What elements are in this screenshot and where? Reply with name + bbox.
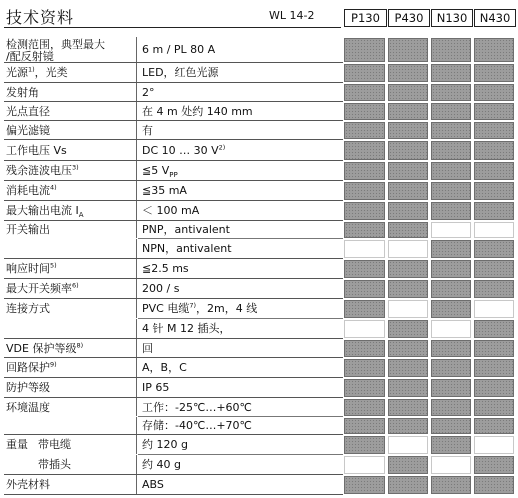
- spec-label-tail: ，光类: [34, 66, 68, 79]
- row-divider: [4, 220, 343, 221]
- variant-available-cell: [474, 379, 514, 397]
- variant-available-cell: [474, 418, 514, 434]
- variant-available-cell: [344, 84, 385, 101]
- spec-value: [142, 342, 153, 355]
- variant-available-cell: [388, 141, 428, 160]
- variant-available-cell: [474, 202, 514, 220]
- variant-available-cell: [474, 182, 514, 200]
- variant-available-cell: [344, 300, 385, 318]
- column-divider: [136, 398, 137, 416]
- variant-available-cell: [431, 64, 471, 82]
- spec-value-text: 在 4 m 处约 140 mm: [142, 105, 253, 118]
- spec-label-text: 最大输出电流 I: [6, 204, 79, 217]
- variant-available-cell: [344, 359, 385, 377]
- spec-label-text: 光源: [6, 66, 28, 79]
- variant-available-cell: [388, 103, 428, 120]
- column-divider: [136, 221, 137, 238]
- column-divider: [136, 102, 137, 120]
- footnote-marker: 5): [50, 261, 57, 270]
- variant-available-cell: [431, 280, 471, 298]
- spec-label-text: 外壳材料: [6, 478, 50, 491]
- spec-value: [142, 302, 257, 315]
- row-divider: [4, 494, 343, 495]
- row-divider: [4, 474, 343, 475]
- variant-available-cell: [344, 280, 385, 298]
- section-title: 技术资料: [6, 8, 75, 27]
- spec-label: [6, 342, 83, 355]
- spec-label: [6, 66, 68, 79]
- variant-available-cell: [344, 436, 385, 454]
- spec-label-text: 残余涟波电压: [6, 164, 72, 177]
- spec-value-text: 2°: [142, 86, 155, 99]
- row-divider: [4, 180, 343, 181]
- variant-available-cell: [431, 359, 471, 377]
- spec-value-text: ≦2.5 ms: [142, 262, 189, 275]
- variant-available-cell: [344, 182, 385, 200]
- row-divider: [4, 62, 343, 63]
- variant-unavailable-cell: [344, 240, 385, 258]
- column-divider: [136, 259, 137, 278]
- spec-label: [6, 438, 71, 451]
- variant-available-cell: [431, 418, 471, 434]
- footnote-marker: 3): [72, 163, 79, 172]
- spec-label: [6, 401, 50, 414]
- spec-value-text: ≦5 V: [142, 164, 170, 177]
- variant-available-cell: [344, 103, 385, 120]
- spec-value: [142, 164, 178, 180]
- column-divider: [136, 358, 137, 377]
- variant-available-cell: [431, 300, 471, 318]
- spec-label: [6, 144, 67, 157]
- row-divider: [4, 298, 343, 299]
- spec-value: [142, 419, 252, 432]
- spec-value: [142, 381, 169, 394]
- variant-available-cell: [388, 84, 428, 101]
- spec-label-text: 开关输出: [6, 223, 50, 236]
- variant-available-cell: [474, 84, 514, 101]
- footnote-marker: 9): [50, 360, 57, 369]
- variant-available-cell: [474, 162, 514, 180]
- variant-available-cell: [474, 456, 514, 474]
- spec-label-text: 消耗电流: [6, 184, 50, 197]
- row-divider: [4, 434, 343, 435]
- spec-value-text: 约 120 g: [142, 438, 188, 451]
- variant-available-cell: [344, 38, 385, 62]
- variant-available-cell: [431, 38, 471, 62]
- spec-value-text: PVC 电缆: [142, 302, 190, 315]
- spec-value: [142, 322, 230, 335]
- spec-value-text: NPN，antivalent: [142, 242, 232, 255]
- spec-label: [6, 282, 79, 295]
- spec-label: [6, 361, 57, 374]
- spec-value-subscript: PP: [169, 171, 178, 180]
- variant-available-cell: [431, 260, 471, 278]
- column-header-n130: N130: [431, 9, 473, 27]
- spec-label-text: 重量: [6, 438, 28, 451]
- footnote-marker: 4): [50, 183, 57, 192]
- variant-available-cell: [388, 260, 428, 278]
- spec-value-text: ABS: [142, 478, 164, 491]
- variant-available-cell: [431, 399, 471, 416]
- spec-label: [6, 86, 39, 99]
- variant-unavailable-cell: [474, 222, 514, 238]
- variant-available-cell: [344, 340, 385, 357]
- spec-label-text: 发射角: [6, 86, 39, 99]
- variant-available-cell: [344, 162, 385, 180]
- footnote-marker: 6): [72, 281, 79, 290]
- spec-label: [6, 381, 50, 394]
- variant-available-cell: [388, 222, 428, 238]
- spec-label-text: 环境温度: [6, 401, 50, 414]
- variant-available-cell: [388, 122, 428, 139]
- variant-available-cell: [388, 162, 428, 180]
- variant-available-cell: [431, 103, 471, 120]
- variant-available-cell: [431, 379, 471, 397]
- spec-value-text: 4 针 M 12 插头，: [142, 322, 231, 335]
- variant-available-cell: [388, 476, 428, 494]
- row-divider: [4, 377, 343, 378]
- variant-available-cell: [474, 320, 514, 338]
- variant-available-cell: [431, 141, 471, 160]
- variant-available-cell: [474, 399, 514, 416]
- spec-value-text: 有: [142, 124, 153, 137]
- footnote-marker: 8): [76, 341, 84, 350]
- variant-available-cell: [388, 456, 428, 474]
- spec-label-text: VDE 保护等级: [6, 342, 77, 355]
- spec-sublabel: 带插头: [38, 458, 71, 471]
- variant-available-cell: [344, 122, 385, 139]
- variant-available-cell: [344, 141, 385, 160]
- column-divider: [136, 140, 137, 160]
- variant-available-cell: [344, 418, 385, 434]
- variant-available-cell: [344, 64, 385, 82]
- spec-sublabel: 带电缆: [38, 438, 71, 451]
- spec-value-text: 回: [142, 342, 153, 355]
- spec-label-text: 最大开关频率: [6, 282, 72, 295]
- spec-value-text: 约 40 g: [142, 458, 181, 471]
- spec-value: [142, 262, 189, 275]
- spec-label-text: 防护等级: [6, 381, 50, 394]
- variant-available-cell: [431, 122, 471, 139]
- spec-value-tail: ，2m，4 线: [196, 302, 258, 315]
- variant-available-cell: [344, 260, 385, 278]
- variant-unavailable-cell: [388, 240, 428, 258]
- column-divider: [136, 121, 137, 139]
- spec-value-text: ≦35 mA: [142, 184, 187, 197]
- spec-value: [142, 204, 199, 217]
- variant-available-cell: [474, 103, 514, 120]
- spec-value: [142, 66, 219, 79]
- spec-value-text: 6 m / PL 80 A: [142, 43, 216, 56]
- column-divider: [136, 181, 137, 200]
- model-name: WL 14-2: [269, 9, 315, 22]
- variant-unavailable-cell: [388, 436, 428, 454]
- variant-unavailable-cell: [344, 320, 385, 338]
- column-divider: [136, 63, 137, 82]
- column-divider: [136, 299, 137, 318]
- variant-available-cell: [388, 379, 428, 397]
- spec-label: [6, 184, 57, 197]
- row-divider: [4, 139, 343, 140]
- row-divider: [4, 82, 343, 83]
- column-divider: [136, 83, 137, 101]
- spec-label-line2: /配反射镜: [6, 50, 54, 63]
- variant-available-cell: [474, 280, 514, 298]
- row-divider: [4, 338, 343, 339]
- column-divider: [136, 435, 137, 454]
- variant-available-cell: [431, 436, 471, 454]
- variant-available-cell: [474, 476, 514, 494]
- spec-value: [142, 438, 188, 451]
- spec-value-text: 工作：-25℃…+60℃: [142, 401, 252, 414]
- spec-value: [142, 223, 230, 236]
- variant-available-cell: [474, 38, 514, 62]
- spec-label: [6, 262, 57, 275]
- spec-value-text: IP 65: [142, 381, 170, 394]
- variant-unavailable-cell: [431, 320, 471, 338]
- spec-value: [142, 478, 164, 491]
- row-divider: [4, 160, 343, 161]
- column-header-n430: N430: [474, 9, 516, 27]
- variant-unavailable-cell: [474, 300, 514, 318]
- variant-unavailable-cell: [431, 456, 471, 474]
- variant-available-cell: [344, 202, 385, 220]
- spec-label: [6, 124, 50, 137]
- spec-value: [142, 105, 253, 118]
- spec-value: [142, 124, 153, 137]
- row-divider: [138, 454, 343, 455]
- variant-available-cell: [474, 340, 514, 357]
- variant-available-cell: [474, 240, 514, 258]
- row-divider: [4, 357, 343, 358]
- spec-label-text: 偏光滤镜: [6, 124, 50, 137]
- spec-label-text: 工作电压 Vs: [6, 144, 67, 157]
- variant-available-cell: [388, 280, 428, 298]
- spec-value-text: PNP，antivalent: [142, 223, 230, 236]
- variant-available-cell: [388, 38, 428, 62]
- variant-available-cell: [431, 340, 471, 357]
- footnote-marker: 7): [189, 301, 197, 310]
- spec-value: [142, 458, 181, 471]
- variant-available-cell: [474, 122, 514, 139]
- spec-value-text: 存储：-40℃…+70℃: [142, 419, 252, 432]
- variant-available-cell: [431, 240, 471, 258]
- spec-value: [142, 401, 252, 414]
- row-divider: [4, 278, 343, 279]
- variant-available-cell: [431, 182, 471, 200]
- spec-value-text: ＜ 100 mA: [142, 204, 200, 217]
- variant-available-cell: [344, 399, 385, 416]
- variant-available-cell: [388, 320, 428, 338]
- title-underline: [4, 27, 341, 28]
- spec-value: [142, 361, 187, 374]
- column-divider: [136, 319, 137, 338]
- column-divider: [136, 417, 137, 434]
- footnote-marker: 1): [28, 65, 35, 74]
- spec-value-text: 200 / s: [142, 282, 180, 295]
- column-divider: [136, 279, 137, 298]
- spec-label: [6, 478, 50, 491]
- spec-value: [142, 184, 187, 197]
- spec-value: [142, 86, 155, 99]
- variant-available-cell: [474, 359, 514, 377]
- row-divider: [138, 416, 343, 417]
- spec-value: [142, 282, 179, 295]
- row-divider: [4, 200, 343, 201]
- spec-label: [6, 164, 79, 177]
- spec-value-text: A，B，C: [142, 361, 187, 374]
- variant-available-cell: [474, 260, 514, 278]
- variant-available-cell: [388, 202, 428, 220]
- row-divider: [138, 318, 343, 319]
- variant-available-cell: [431, 84, 471, 101]
- variant-available-cell: [388, 340, 428, 357]
- column-header-p430: P430: [388, 9, 430, 27]
- variant-available-cell: [388, 359, 428, 377]
- column-divider: [136, 201, 137, 220]
- spec-label: [6, 302, 50, 315]
- spec-label: [6, 223, 50, 236]
- spec-label: [6, 105, 50, 118]
- column-divider: [136, 239, 137, 258]
- spec-value: [142, 144, 225, 157]
- variant-unavailable-cell: [388, 300, 428, 318]
- variant-unavailable-cell: [474, 436, 514, 454]
- column-divider: [136, 455, 137, 474]
- variant-unavailable-cell: [344, 456, 385, 474]
- spec-label-subscript: A: [78, 211, 84, 220]
- variant-available-cell: [474, 141, 514, 160]
- variant-available-cell: [431, 476, 471, 494]
- spec-value: [142, 242, 232, 255]
- variant-unavailable-cell: [431, 222, 471, 238]
- row-divider: [4, 120, 343, 121]
- variant-available-cell: [431, 162, 471, 180]
- row-divider: [138, 238, 343, 239]
- column-divider: [136, 339, 137, 357]
- spec-value-text: DC 10 … 30 V: [142, 144, 219, 157]
- spec-label-text: 响应时间: [6, 262, 50, 275]
- variant-available-cell: [388, 399, 428, 416]
- spec-label-text: 光点直径: [6, 105, 50, 118]
- variant-available-cell: [474, 64, 514, 82]
- variant-available-cell: [344, 476, 385, 494]
- variant-available-cell: [431, 202, 471, 220]
- footnote-marker: 2): [218, 143, 226, 152]
- spec-value-text: LED，红色光源: [142, 66, 219, 79]
- spec-label-text: 回路保护: [6, 361, 50, 374]
- spec-label: [6, 204, 84, 220]
- row-divider: [4, 258, 343, 259]
- row-divider: [4, 397, 343, 398]
- column-divider: [136, 161, 137, 180]
- variant-available-cell: [344, 222, 385, 238]
- spec-label-text: 检测范围，典型最大: [6, 38, 105, 51]
- column-divider: [136, 378, 137, 397]
- spec-value: [142, 43, 215, 56]
- variant-available-cell: [388, 418, 428, 434]
- column-header-p130: P130: [344, 9, 387, 27]
- variant-available-cell: [388, 182, 428, 200]
- variant-available-cell: [388, 64, 428, 82]
- column-divider: [136, 475, 137, 494]
- spec-label-text: 连接方式: [6, 302, 50, 315]
- column-divider: [136, 37, 137, 62]
- row-divider: [4, 101, 343, 102]
- variant-available-cell: [344, 379, 385, 397]
